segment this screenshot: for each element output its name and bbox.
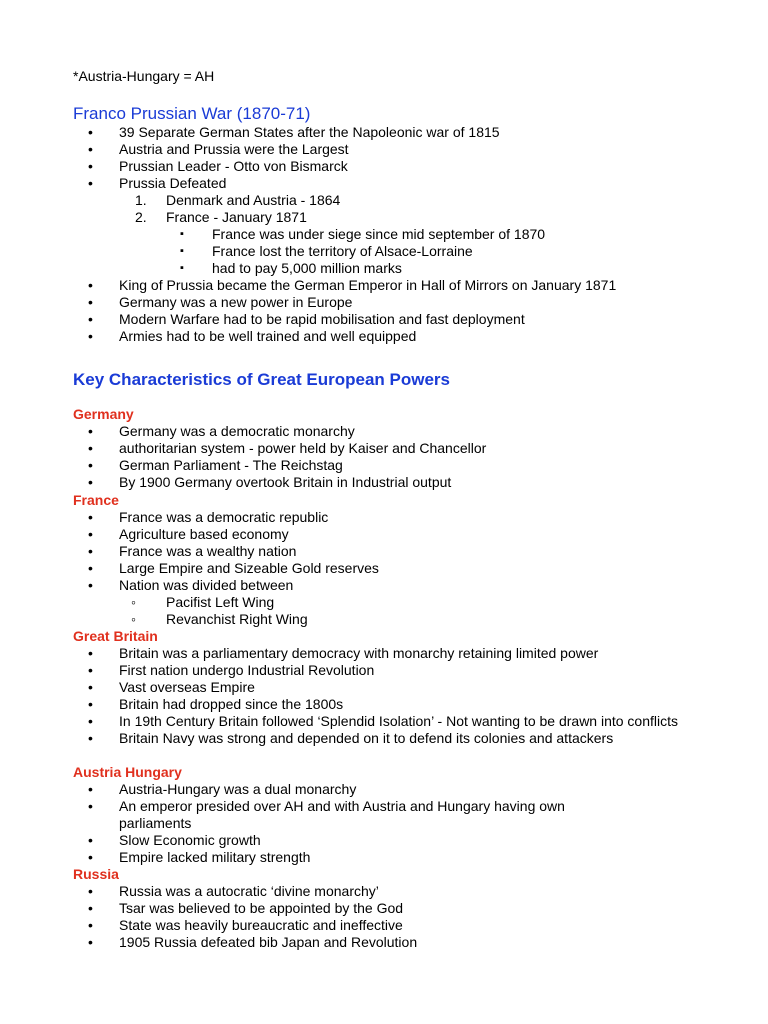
- list-item: • Germany was a new power in Europe: [0, 294, 616, 311]
- list-text: France - January 1871: [166, 209, 307, 225]
- list-item: • Nation was divided between: [0, 577, 379, 594]
- war-bullet-list-a: [0, 124, 500, 192]
- section-title-franco-prussian-war: Franco Prussian War (1870-71): [73, 104, 311, 123]
- heading-austria-hungary: Austria Hungary: [73, 764, 182, 780]
- list-item: • Vast overseas Empire: [0, 679, 679, 696]
- heading-russia: Russia: [73, 866, 119, 882]
- list-item: • An emperor presided over AH and with Austria and Hungary having own parliaments: [0, 798, 619, 832]
- list-item: • authoritarian system - power held by Kaiser and Chancellor: [0, 440, 486, 457]
- list-item: • First nation undergo Industrial Revolution: [0, 662, 679, 679]
- britain-list: [0, 645, 679, 747]
- list-item: • Large Empire and Sizeable Gold reserves: [0, 560, 379, 577]
- heading-great-britain: Great Britain: [73, 628, 158, 644]
- list-item: • Austria-Hungary was a dual monarchy: [0, 781, 619, 798]
- france-list: [0, 509, 379, 594]
- list-item: • Germany was a democratic monarchy: [0, 423, 486, 440]
- list-item: • Prussia Defeated: [0, 175, 500, 192]
- list-item: • By 1900 Germany overtook Britain in Industrial output: [0, 474, 486, 491]
- war-numbered-list: [0, 192, 340, 226]
- list-item: • 1905 Russia defeated bib Japan and Revolution: [0, 934, 417, 951]
- war-bullet-list-b: [0, 277, 616, 345]
- list-text: Denmark and Austria - 1864: [166, 192, 341, 208]
- france-sub-list: [0, 594, 308, 628]
- heading-germany: Germany: [73, 406, 134, 422]
- list-item: ◦ Revanchist Right Wing: [0, 611, 308, 628]
- list-item: • Agriculture based economy: [0, 526, 379, 543]
- list-item: • Austria and Prussia were the Largest: [0, 141, 500, 158]
- austria-list: [0, 781, 619, 866]
- list-item: • Modern Warfare had to be rapid mobilisation and fast deployment: [0, 311, 616, 328]
- list-item: • Empire lacked military strength: [0, 849, 619, 866]
- list-number: 1.: [135, 192, 147, 208]
- heading-france: France: [73, 492, 119, 508]
- list-item: • Britain was a parliamentary democracy with monarchy retaining limited power: [0, 645, 679, 662]
- list-item: • In 19th Century Britain followed ‘Splendid Isolation’ - Not wanting to be drawn into conflicts: [0, 713, 679, 730]
- list-item: • Britain had dropped since the 1800s: [0, 696, 679, 713]
- list-number: 2.: [135, 209, 147, 225]
- list-item: • Prussian Leader - Otto von Bismarck: [0, 158, 500, 175]
- list-item: [0, 192, 340, 209]
- section-title-great-powers: Key Characteristics of Great European Powers: [73, 370, 450, 389]
- list-item: • 39 Separate German States after the Napoleonic war of 1815: [0, 124, 500, 141]
- list-item: • Tsar was believed to be appointed by the God: [0, 900, 417, 917]
- russia-list: [0, 883, 417, 951]
- list-item: • State was heavily bureaucratic and ineffective: [0, 917, 417, 934]
- list-item: ▪ France lost the territory of Alsace-Lorraine: [0, 243, 545, 260]
- list-item: ◦ Pacifist Left Wing: [0, 594, 308, 611]
- war-sub-bullet-list: [0, 226, 545, 277]
- list-item: • Britain Navy was strong and depended on it to defend its colonies and attackers: [0, 730, 679, 747]
- germany-list: [0, 423, 486, 491]
- list-item: • Slow Economic growth: [0, 832, 619, 849]
- list-item: ▪ France was under siege since mid september of 1870: [0, 226, 545, 243]
- list-item: • France was a wealthy nation: [0, 543, 379, 560]
- list-item: • King of Prussia became the German Emperor in Hall of Mirrors on January 1871: [0, 277, 616, 294]
- list-item: • German Parliament - The Reichstag: [0, 457, 486, 474]
- list-item: [0, 209, 340, 226]
- list-item: • Armies had to be well trained and well equipped: [0, 328, 616, 345]
- list-item: ▪ had to pay 5,000 million marks: [0, 260, 545, 277]
- list-item: • France was a democratic republic: [0, 509, 379, 526]
- abbreviation-note: *Austria-Hungary = AH: [73, 68, 215, 84]
- list-item: • Russia was a autocratic ‘divine monarchy’: [0, 883, 417, 900]
